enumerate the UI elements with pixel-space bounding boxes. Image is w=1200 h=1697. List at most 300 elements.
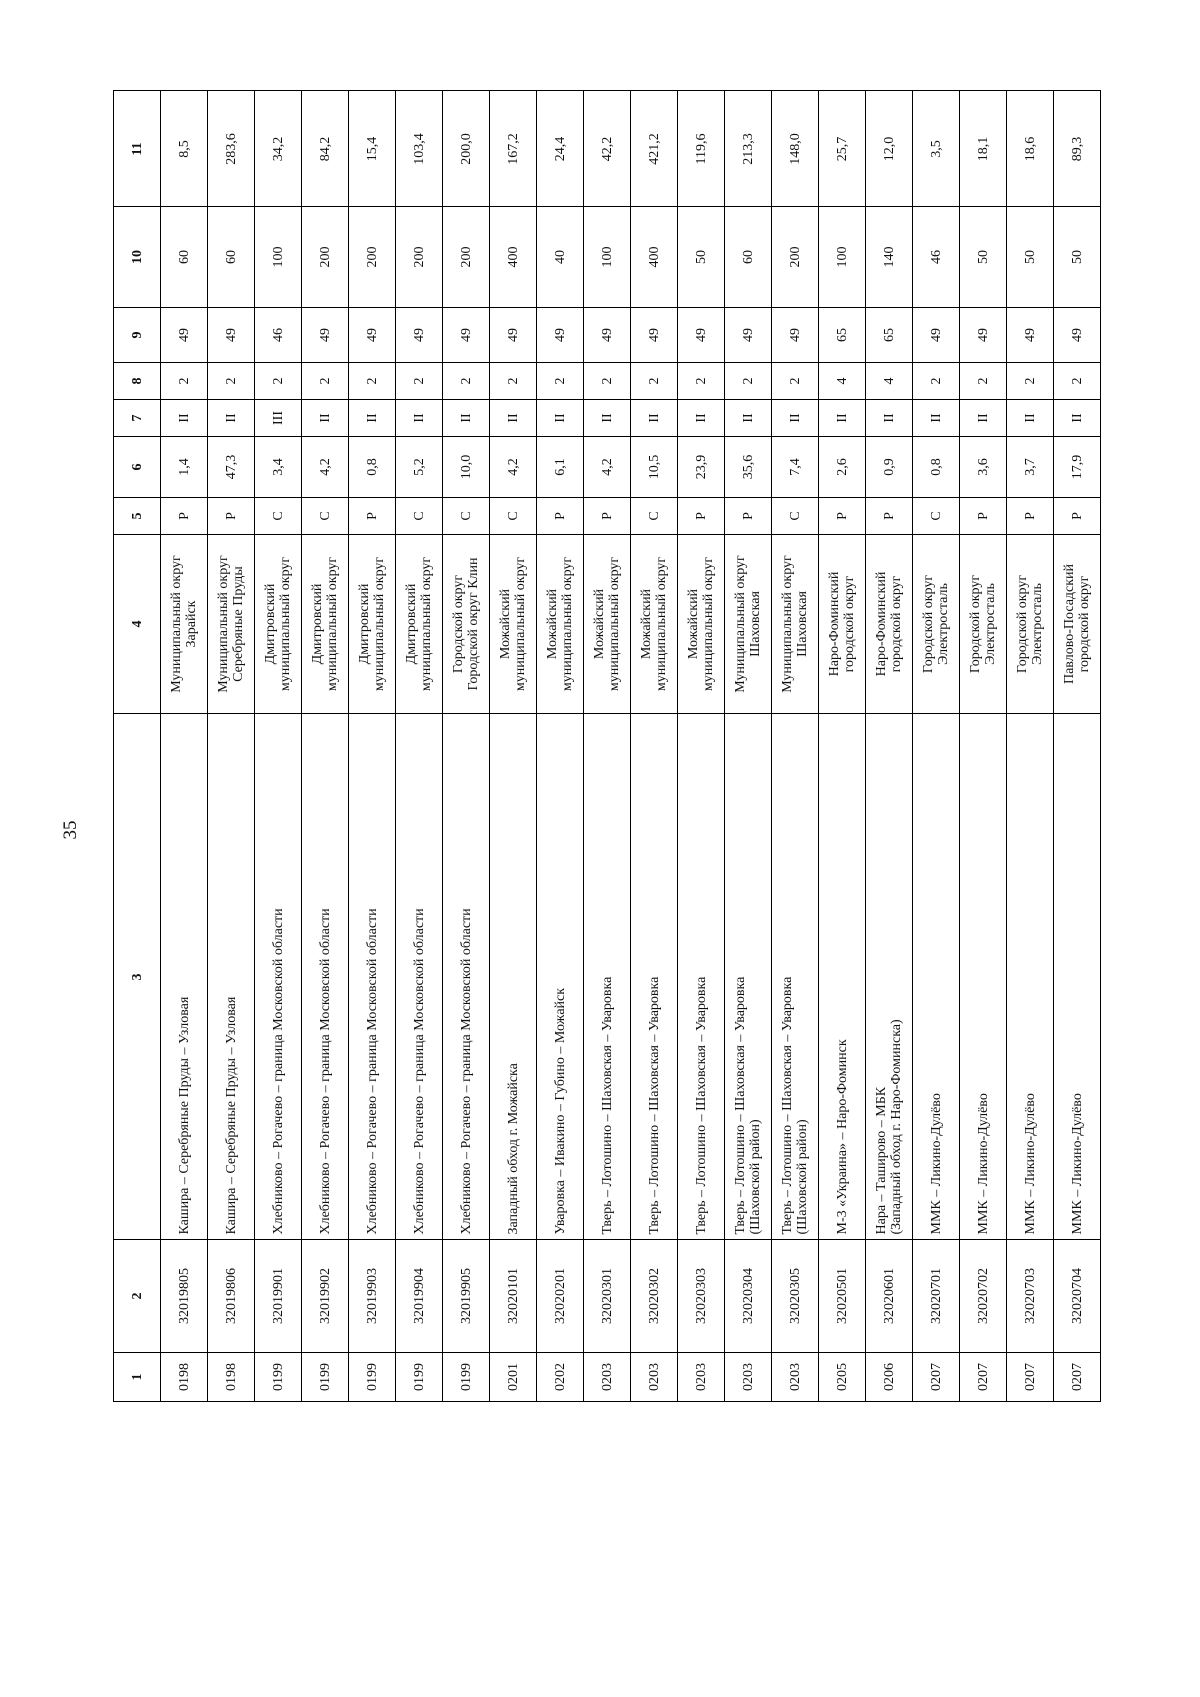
cell-text: Западный обход г. Можайска (505, 1062, 521, 1234)
table-cell-col-route (208, 714, 255, 1240)
cell-text: II (599, 413, 615, 423)
cell-text: 0207 (975, 1363, 991, 1391)
table-cell-col-col10 (161, 207, 208, 308)
table-cell-col-length (537, 437, 584, 498)
cell-text: 50 (1022, 250, 1038, 264)
cell-text: 10,5 (646, 454, 662, 480)
table-cell-col-length (584, 437, 631, 498)
cell-text: 0207 (1022, 1363, 1038, 1391)
table-cell-col-municipality (443, 535, 490, 714)
table-cell-col-col9 (161, 308, 208, 363)
cell-text: С (411, 511, 427, 521)
cell-text: 2 (740, 377, 756, 385)
cell-text: II (646, 413, 662, 423)
cell-text: Нара – Таширово – МБК (Западный обход г. Наро-Фоминска) (874, 1018, 904, 1234)
table-cell-col-class (537, 400, 584, 437)
cell-text: 49 (787, 328, 803, 342)
table-cell-col-municipality (255, 535, 302, 714)
cell-text: 0207 (1069, 1363, 1085, 1391)
header-label: 3 (129, 973, 145, 980)
table-cell-col-col10 (302, 207, 349, 308)
data-table-wrapper (113, 90, 1101, 1402)
cell-text: Р (552, 512, 568, 520)
table-cell-col-class (396, 400, 443, 437)
cell-text: Тверь – Лотошино – Шаховская – Уваровка (599, 976, 615, 1234)
cell-text: 32019901 (270, 1268, 286, 1324)
cell-text: 1,4 (176, 458, 192, 476)
cell-text: 24,4 (552, 136, 568, 161)
table-cell-col-lanes (1054, 363, 1101, 400)
table-cell-col-class (678, 400, 725, 437)
cell-text: С (646, 511, 662, 521)
cell-text: II (223, 413, 239, 423)
cell-text: 49 (646, 328, 662, 342)
cell-text: 65 (881, 328, 897, 342)
table-cell-col-municipality (1054, 535, 1101, 714)
cell-text: С (787, 511, 803, 521)
cell-text: 32019904 (411, 1268, 427, 1324)
cell-text: 49 (505, 328, 521, 342)
cell-text: 2 (223, 377, 239, 385)
header-cell (114, 1240, 161, 1353)
table-cell-col-category (490, 498, 537, 535)
table-cell-col-id (161, 1240, 208, 1353)
cell-text: 0,8 (364, 458, 380, 476)
table-column-4 (114, 535, 1101, 714)
table-cell-col-lanes (819, 363, 866, 400)
table-cell-col-municipality (302, 535, 349, 714)
table-cell-col-route (490, 714, 537, 1240)
table-cell-col-length (396, 437, 443, 498)
table-cell-col-col9 (443, 308, 490, 363)
cell-text: Наро-Фоминский городской округ (874, 571, 904, 677)
table-cell-col-route (631, 714, 678, 1240)
table-cell-col-col10 (1007, 207, 1054, 308)
table-cell-col-lanes (584, 363, 631, 400)
table-cell-col-lanes (255, 363, 302, 400)
table-cell-col-code (208, 1353, 255, 1402)
table-cell-col-code (490, 1353, 537, 1402)
table-cell-col-route (161, 714, 208, 1240)
table-cell-col-route (772, 714, 819, 1240)
table-cell-col-col10 (349, 207, 396, 308)
cell-text: III (270, 411, 286, 425)
cell-text: 283,6 (223, 132, 239, 165)
cell-text: 89,3 (1069, 136, 1085, 161)
table-cell-col-col11 (255, 91, 302, 207)
cell-text: 23,9 (693, 454, 709, 480)
cell-text: 50 (975, 250, 991, 264)
table-cell-col-id (396, 1240, 443, 1353)
cell-text: 2,6 (834, 458, 850, 476)
cell-text: Муниципальный округ Серебряные Пруды (216, 555, 246, 693)
cell-text: С (270, 511, 286, 521)
table-cell-col-municipality (490, 535, 537, 714)
cell-text: 4,2 (505, 458, 521, 476)
cell-text: 46 (270, 328, 286, 342)
cell-text: 32020101 (505, 1268, 521, 1324)
cell-text: 49 (599, 328, 615, 342)
table-column-6 (114, 437, 1101, 498)
cell-text: 32020304 (740, 1268, 756, 1324)
cell-text: 2 (928, 377, 944, 385)
cell-text: 18,1 (975, 136, 991, 161)
cell-text: 200 (317, 246, 333, 268)
table-cell-col-lanes (678, 363, 725, 400)
table-cell-col-length (678, 437, 725, 498)
table-cell-col-col10 (678, 207, 725, 308)
cell-text: Р (740, 512, 756, 520)
table-cell-col-code (678, 1353, 725, 1402)
cell-text: 60 (176, 250, 192, 264)
table-cell-col-route (725, 714, 772, 1240)
table-cell-col-municipality (584, 535, 631, 714)
cell-text: 0207 (928, 1363, 944, 1391)
cell-text: 47,3 (223, 454, 239, 480)
cell-text: II (787, 413, 803, 423)
table-cell-col-col11 (1007, 91, 1054, 207)
cell-text: 2 (1022, 377, 1038, 385)
cell-text: 34,2 (270, 136, 286, 161)
table-cell-col-id (866, 1240, 913, 1353)
table-cell-col-length (1007, 437, 1054, 498)
cell-text: 15,4 (364, 136, 380, 161)
header-cell (114, 207, 161, 308)
table-cell-col-length (866, 437, 913, 498)
table-cell-col-length (960, 437, 1007, 498)
table-cell-col-class (161, 400, 208, 437)
cell-text: Хлебниково – Рогачево – граница Московской области (364, 907, 380, 1234)
table-cell-col-code (1054, 1353, 1101, 1402)
table-cell-col-municipality (161, 535, 208, 714)
table-cell-col-id (208, 1240, 255, 1353)
cell-text: ММК – Ликино-Дулёво (1022, 1092, 1038, 1234)
cell-text: 49 (552, 328, 568, 342)
header-label: 11 (129, 141, 145, 156)
cell-text: 421,2 (646, 132, 662, 165)
cell-text: 49 (975, 328, 991, 342)
table-cell-col-col9 (490, 308, 537, 363)
table-cell-col-col9 (866, 308, 913, 363)
cell-text: 0199 (411, 1363, 427, 1391)
cell-text: 0199 (364, 1363, 380, 1391)
table-cell-col-category (866, 498, 913, 535)
table-cell-col-id (678, 1240, 725, 1353)
cell-text: 49 (740, 328, 756, 342)
cell-text: 4 (834, 377, 850, 385)
cell-text: II (317, 413, 333, 423)
table-cell-col-class (913, 400, 960, 437)
header-label: 9 (129, 331, 145, 339)
table-cell-col-col9 (1007, 308, 1054, 363)
cell-text: 4,2 (317, 458, 333, 476)
table-cell-col-id (255, 1240, 302, 1353)
cell-text: II (693, 413, 709, 423)
table-cell-col-class (960, 400, 1007, 437)
cell-text: 0198 (176, 1363, 192, 1391)
cell-text: 7,4 (787, 458, 803, 476)
cell-text: Тверь – Лотошино – Шаховская – Уваровка (Шаховской район) (733, 976, 763, 1234)
table-cell-col-col11 (678, 91, 725, 207)
table-cell-col-col9 (960, 308, 1007, 363)
header-cell (114, 308, 161, 363)
table-column-2 (114, 1240, 1101, 1353)
cell-text: 2 (693, 377, 709, 385)
table-cell-col-id (490, 1240, 537, 1353)
table-cell-col-route (960, 714, 1007, 1240)
table-cell-col-col10 (913, 207, 960, 308)
table-cell-col-class (584, 400, 631, 437)
table-cell-col-route (349, 714, 396, 1240)
cell-text: 18,6 (1022, 136, 1038, 161)
cell-text: 32020201 (552, 1268, 568, 1324)
cell-text: С (458, 511, 474, 521)
header-label: 6 (129, 463, 145, 471)
cell-text: 49 (317, 328, 333, 342)
cell-text: 0199 (317, 1363, 333, 1391)
cell-text: Р (975, 512, 991, 520)
cell-text: Р (176, 512, 192, 520)
cell-text: 200 (411, 246, 427, 268)
table-cell-col-col10 (725, 207, 772, 308)
table-cell-col-col9 (396, 308, 443, 363)
cell-text: 49 (928, 328, 944, 342)
table-cell-col-col11 (349, 91, 396, 207)
table-cell-col-col10 (537, 207, 584, 308)
table-cell-col-municipality (1007, 535, 1054, 714)
table-cell-col-code (725, 1353, 772, 1402)
cell-text: 148,0 (787, 132, 803, 165)
header-cell (114, 91, 161, 207)
table-cell-col-length (349, 437, 396, 498)
table-cell-col-lanes (302, 363, 349, 400)
table-column-8 (114, 363, 1101, 400)
table-cell-col-col11 (819, 91, 866, 207)
table-column-10 (114, 207, 1101, 308)
table-cell-col-col9 (631, 308, 678, 363)
cell-text: С (317, 511, 333, 521)
cell-text: Хлебниково – Рогачево – граница Московской области (270, 907, 286, 1234)
cell-text: Можайский муниципальный округ (686, 556, 716, 692)
cell-text: Можайский муниципальный округ (592, 556, 622, 692)
cell-text: 3,6 (975, 458, 991, 476)
cell-text: Р (1022, 512, 1038, 520)
cell-text: Муниципальный округ Зарайск (169, 555, 199, 693)
table-cell-col-route (537, 714, 584, 1240)
cell-text: С (505, 511, 521, 521)
cell-text: Муниципальный округ Шаховская (733, 555, 763, 693)
table-column-7 (114, 400, 1101, 437)
table-cell-col-col11 (208, 91, 255, 207)
table-cell-col-length (208, 437, 255, 498)
table-cell-col-code (866, 1353, 913, 1402)
header-cell (114, 498, 161, 535)
cell-text: 17,9 (1069, 454, 1085, 480)
cell-text: Городской округ Электросталь (1015, 574, 1045, 674)
cell-text: 0206 (881, 1363, 897, 1391)
cell-text: 40 (552, 250, 568, 264)
table-cell-col-category (960, 498, 1007, 535)
table-cell-col-col10 (631, 207, 678, 308)
table-cell-col-col11 (725, 91, 772, 207)
cell-text: 0201 (505, 1363, 521, 1391)
table-cell-col-col9 (302, 308, 349, 363)
table-cell-col-code (819, 1353, 866, 1402)
table-cell-col-code (161, 1353, 208, 1402)
cell-text: II (458, 413, 474, 423)
table-cell-col-col9 (819, 308, 866, 363)
cell-text: 0203 (787, 1363, 803, 1391)
cell-text: 2 (646, 377, 662, 385)
table-cell-col-lanes (725, 363, 772, 400)
cell-text: 2 (552, 377, 568, 385)
table-cell-col-class (866, 400, 913, 437)
header-cell (114, 437, 161, 498)
cell-text: 0,8 (928, 458, 944, 476)
cell-text: 32020702 (975, 1268, 991, 1324)
cell-text: 50 (693, 250, 709, 264)
cell-text: 213,3 (740, 132, 756, 165)
table-cell-col-category (819, 498, 866, 535)
cell-text: 400 (505, 246, 521, 268)
cell-text: 2 (787, 377, 803, 385)
table-cell-col-col11 (302, 91, 349, 207)
table-cell-col-route (866, 714, 913, 1240)
table-cell-col-category (1054, 498, 1101, 535)
cell-text: Дмитровский муниципальный округ (357, 556, 387, 692)
cell-text: II (411, 413, 427, 423)
table-cell-col-id (537, 1240, 584, 1353)
table-cell-col-class (1054, 400, 1101, 437)
cell-text: 5,2 (411, 458, 427, 476)
table-cell-col-col10 (208, 207, 255, 308)
cell-text: Можайский муниципальный округ (498, 556, 528, 692)
cell-text: 2 (599, 377, 615, 385)
table-cell-col-municipality (396, 535, 443, 714)
table-cell-col-length (161, 437, 208, 498)
table-cell-col-class (490, 400, 537, 437)
cell-text: Павлово-Посадский городской округ (1062, 563, 1092, 685)
cell-text: ММК – Ликино-Дулёво (1069, 1092, 1085, 1234)
table-cell-col-category (161, 498, 208, 535)
cell-text: Кашира – Серебряные Пруды – Узловая (223, 996, 239, 1234)
cell-text: 32019903 (364, 1268, 380, 1324)
table-cell-col-code (631, 1353, 678, 1402)
cell-text: Тверь – Лотошино – Шаховская – Уваровка (Шаховской район) (780, 976, 810, 1234)
cell-text: Р (364, 512, 380, 520)
table-cell-col-category (302, 498, 349, 535)
cell-text: II (881, 413, 897, 423)
table-cell-col-municipality (349, 535, 396, 714)
table-cell-col-col11 (631, 91, 678, 207)
cell-text: Дмитровский муниципальный округ (310, 556, 340, 692)
table-cell-col-route (1054, 714, 1101, 1240)
table-cell-col-municipality (866, 535, 913, 714)
cell-text: 167,2 (505, 132, 521, 165)
cell-text: 49 (458, 328, 474, 342)
table-cell-col-col10 (772, 207, 819, 308)
table-cell-col-col11 (960, 91, 1007, 207)
table-cell-col-class (349, 400, 396, 437)
table-cell-col-category (1007, 498, 1054, 535)
table-cell-col-class (772, 400, 819, 437)
table-cell-col-id (1007, 1240, 1054, 1353)
cell-text: 0203 (740, 1363, 756, 1391)
cell-text: 49 (223, 328, 239, 342)
table-cell-col-col10 (490, 207, 537, 308)
table-cell-col-category (208, 498, 255, 535)
table-cell-col-municipality (772, 535, 819, 714)
cell-text: 49 (176, 328, 192, 342)
cell-text: Муниципальный округ Шаховская (780, 555, 810, 693)
table-cell-col-lanes (396, 363, 443, 400)
table-cell-col-category (396, 498, 443, 535)
table-cell-col-col11 (584, 91, 631, 207)
cell-text: 103,4 (411, 132, 427, 165)
cell-text: 100 (270, 246, 286, 268)
cell-text: 25,7 (834, 136, 850, 161)
table-column-3 (114, 714, 1101, 1240)
table-cell-col-col9 (208, 308, 255, 363)
cell-text: Р (599, 512, 615, 520)
table-cell-col-col10 (819, 207, 866, 308)
header-cell (114, 363, 161, 400)
cell-text: 0,9 (881, 458, 897, 476)
table-cell-col-id (349, 1240, 396, 1353)
page-number: 35 (60, 820, 81, 840)
table-cell-col-category (725, 498, 772, 535)
table-cell-col-col9 (725, 308, 772, 363)
table-cell-col-category (537, 498, 584, 535)
table-cell-col-col10 (1054, 207, 1101, 308)
cell-text: 2 (975, 377, 991, 385)
cell-text: 400 (646, 246, 662, 268)
cell-text: 65 (834, 328, 850, 342)
cell-text: 32020303 (693, 1268, 709, 1324)
table-cell-col-municipality (537, 535, 584, 714)
table-cell-col-length (490, 437, 537, 498)
cell-text: 49 (693, 328, 709, 342)
table-cell-col-municipality (678, 535, 725, 714)
table-cell-col-class (255, 400, 302, 437)
table-cell-col-lanes (443, 363, 490, 400)
cell-text: 0203 (693, 1363, 709, 1391)
table-cell-col-class (443, 400, 490, 437)
table-cell-col-col10 (255, 207, 302, 308)
table-column-1 (114, 1353, 1101, 1402)
cell-text: 2 (270, 377, 286, 385)
cell-text: Тверь – Лотошино – Шаховская – Уваровка (693, 976, 709, 1234)
cell-text: 200 (787, 246, 803, 268)
table-cell-col-municipality (725, 535, 772, 714)
cell-text: Городской округ Электросталь (968, 574, 998, 674)
cell-text: 0199 (270, 1363, 286, 1391)
table-cell-col-lanes (208, 363, 255, 400)
header-label: 2 (129, 1292, 145, 1300)
table-cell-col-col9 (349, 308, 396, 363)
cell-text: 49 (1022, 328, 1038, 342)
cell-text: 49 (1069, 328, 1085, 342)
cell-text: Р (834, 512, 850, 520)
cell-text: Тверь – Лотошино – Шаховская – Уваровка (646, 976, 662, 1234)
table-cell-col-id (725, 1240, 772, 1353)
table-cell-col-col9 (913, 308, 960, 363)
cell-text: 32019905 (458, 1268, 474, 1324)
cell-text: II (928, 413, 944, 423)
cell-text: Наро-Фоминский городской округ (827, 571, 857, 677)
header-label: 1 (129, 1373, 145, 1381)
table-cell-col-route (302, 714, 349, 1240)
